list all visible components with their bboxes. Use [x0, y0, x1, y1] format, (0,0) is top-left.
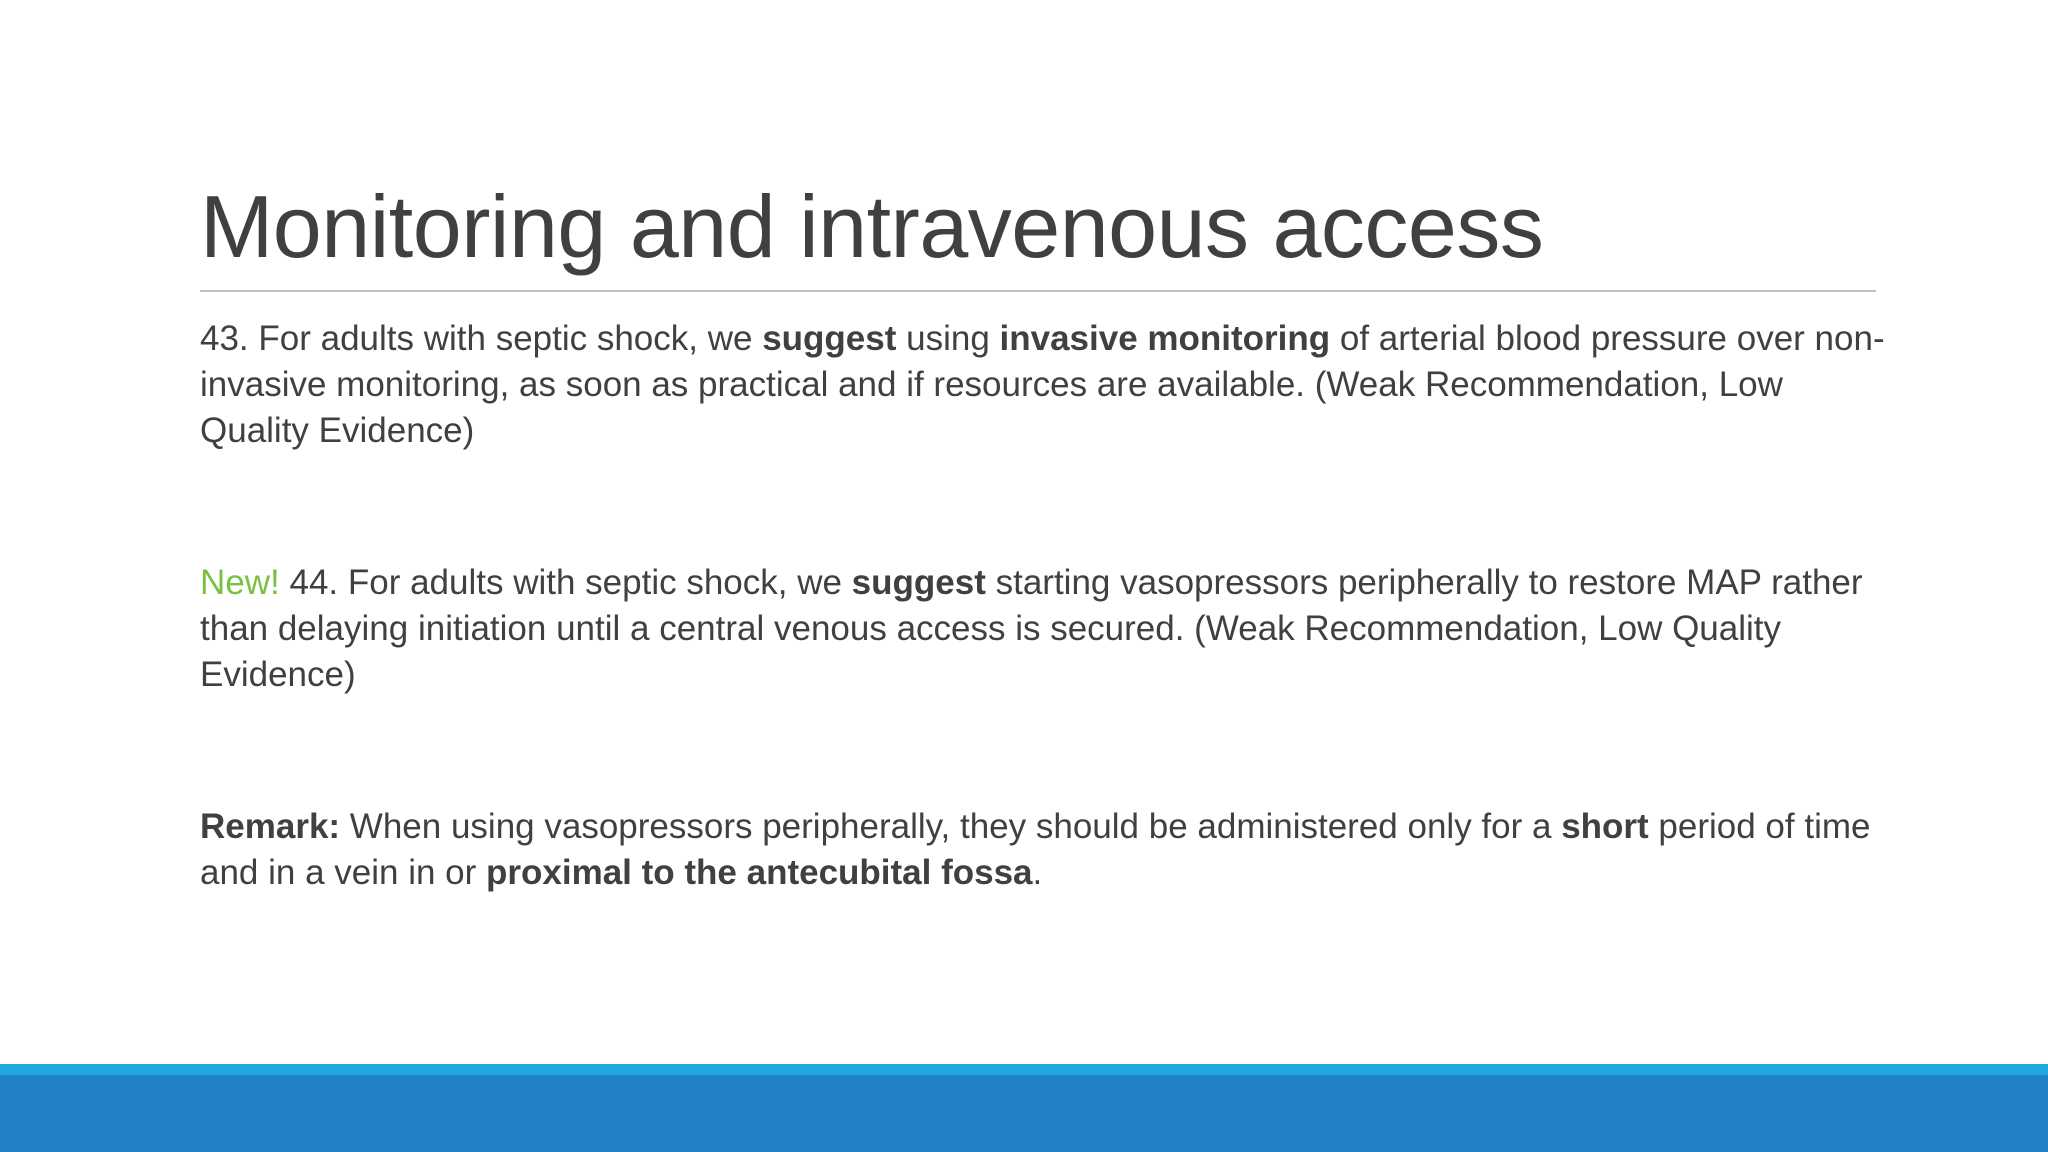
remark-label: Remark: [200, 807, 341, 846]
rec43-intro: 43. For adults with septic shock, we [200, 319, 763, 358]
remark-text-2: period of time and in a vein in or [200, 807, 1871, 892]
remark-short: short [1561, 807, 1649, 846]
new-badge: New! [200, 563, 280, 602]
remark-antecubital: proximal to the antecubital fossa [486, 853, 1033, 892]
slide-title: Monitoring and intravenous access [200, 177, 1544, 276]
rec44-rest: starting vasopressors peripherally to restore MAP rather than delaying initiation until a central venous access is secured. (Weak Recommendation, Low Quality Evidence) [200, 563, 1863, 694]
footer-band-light [0, 1064, 2048, 1075]
rec44-intro: 44. For adults with septic shock, we [279, 563, 852, 602]
recommendation-43 [200, 316, 1890, 454]
rec43-rest: of arterial blood pressure over non-invasive monitoring, as soon as practical and if resources are available. (Weak Recommendation, Low Quality Evidence) [200, 319, 1885, 450]
rec43-suggest: suggest [762, 319, 897, 358]
recommendation-44 [200, 560, 1890, 698]
title-divider [200, 290, 1876, 292]
remark [200, 804, 1890, 896]
rec44-suggest: suggest [851, 563, 986, 602]
rec43-invasive-monitoring: invasive monitoring [999, 319, 1331, 358]
remark-text-1: When using vasopressors peripherally, they should be administered only for a [340, 807, 1562, 846]
footer-band-dark [0, 1075, 2048, 1152]
remark-end: . [1032, 853, 1043, 892]
rec43-mid: using [896, 319, 1000, 358]
